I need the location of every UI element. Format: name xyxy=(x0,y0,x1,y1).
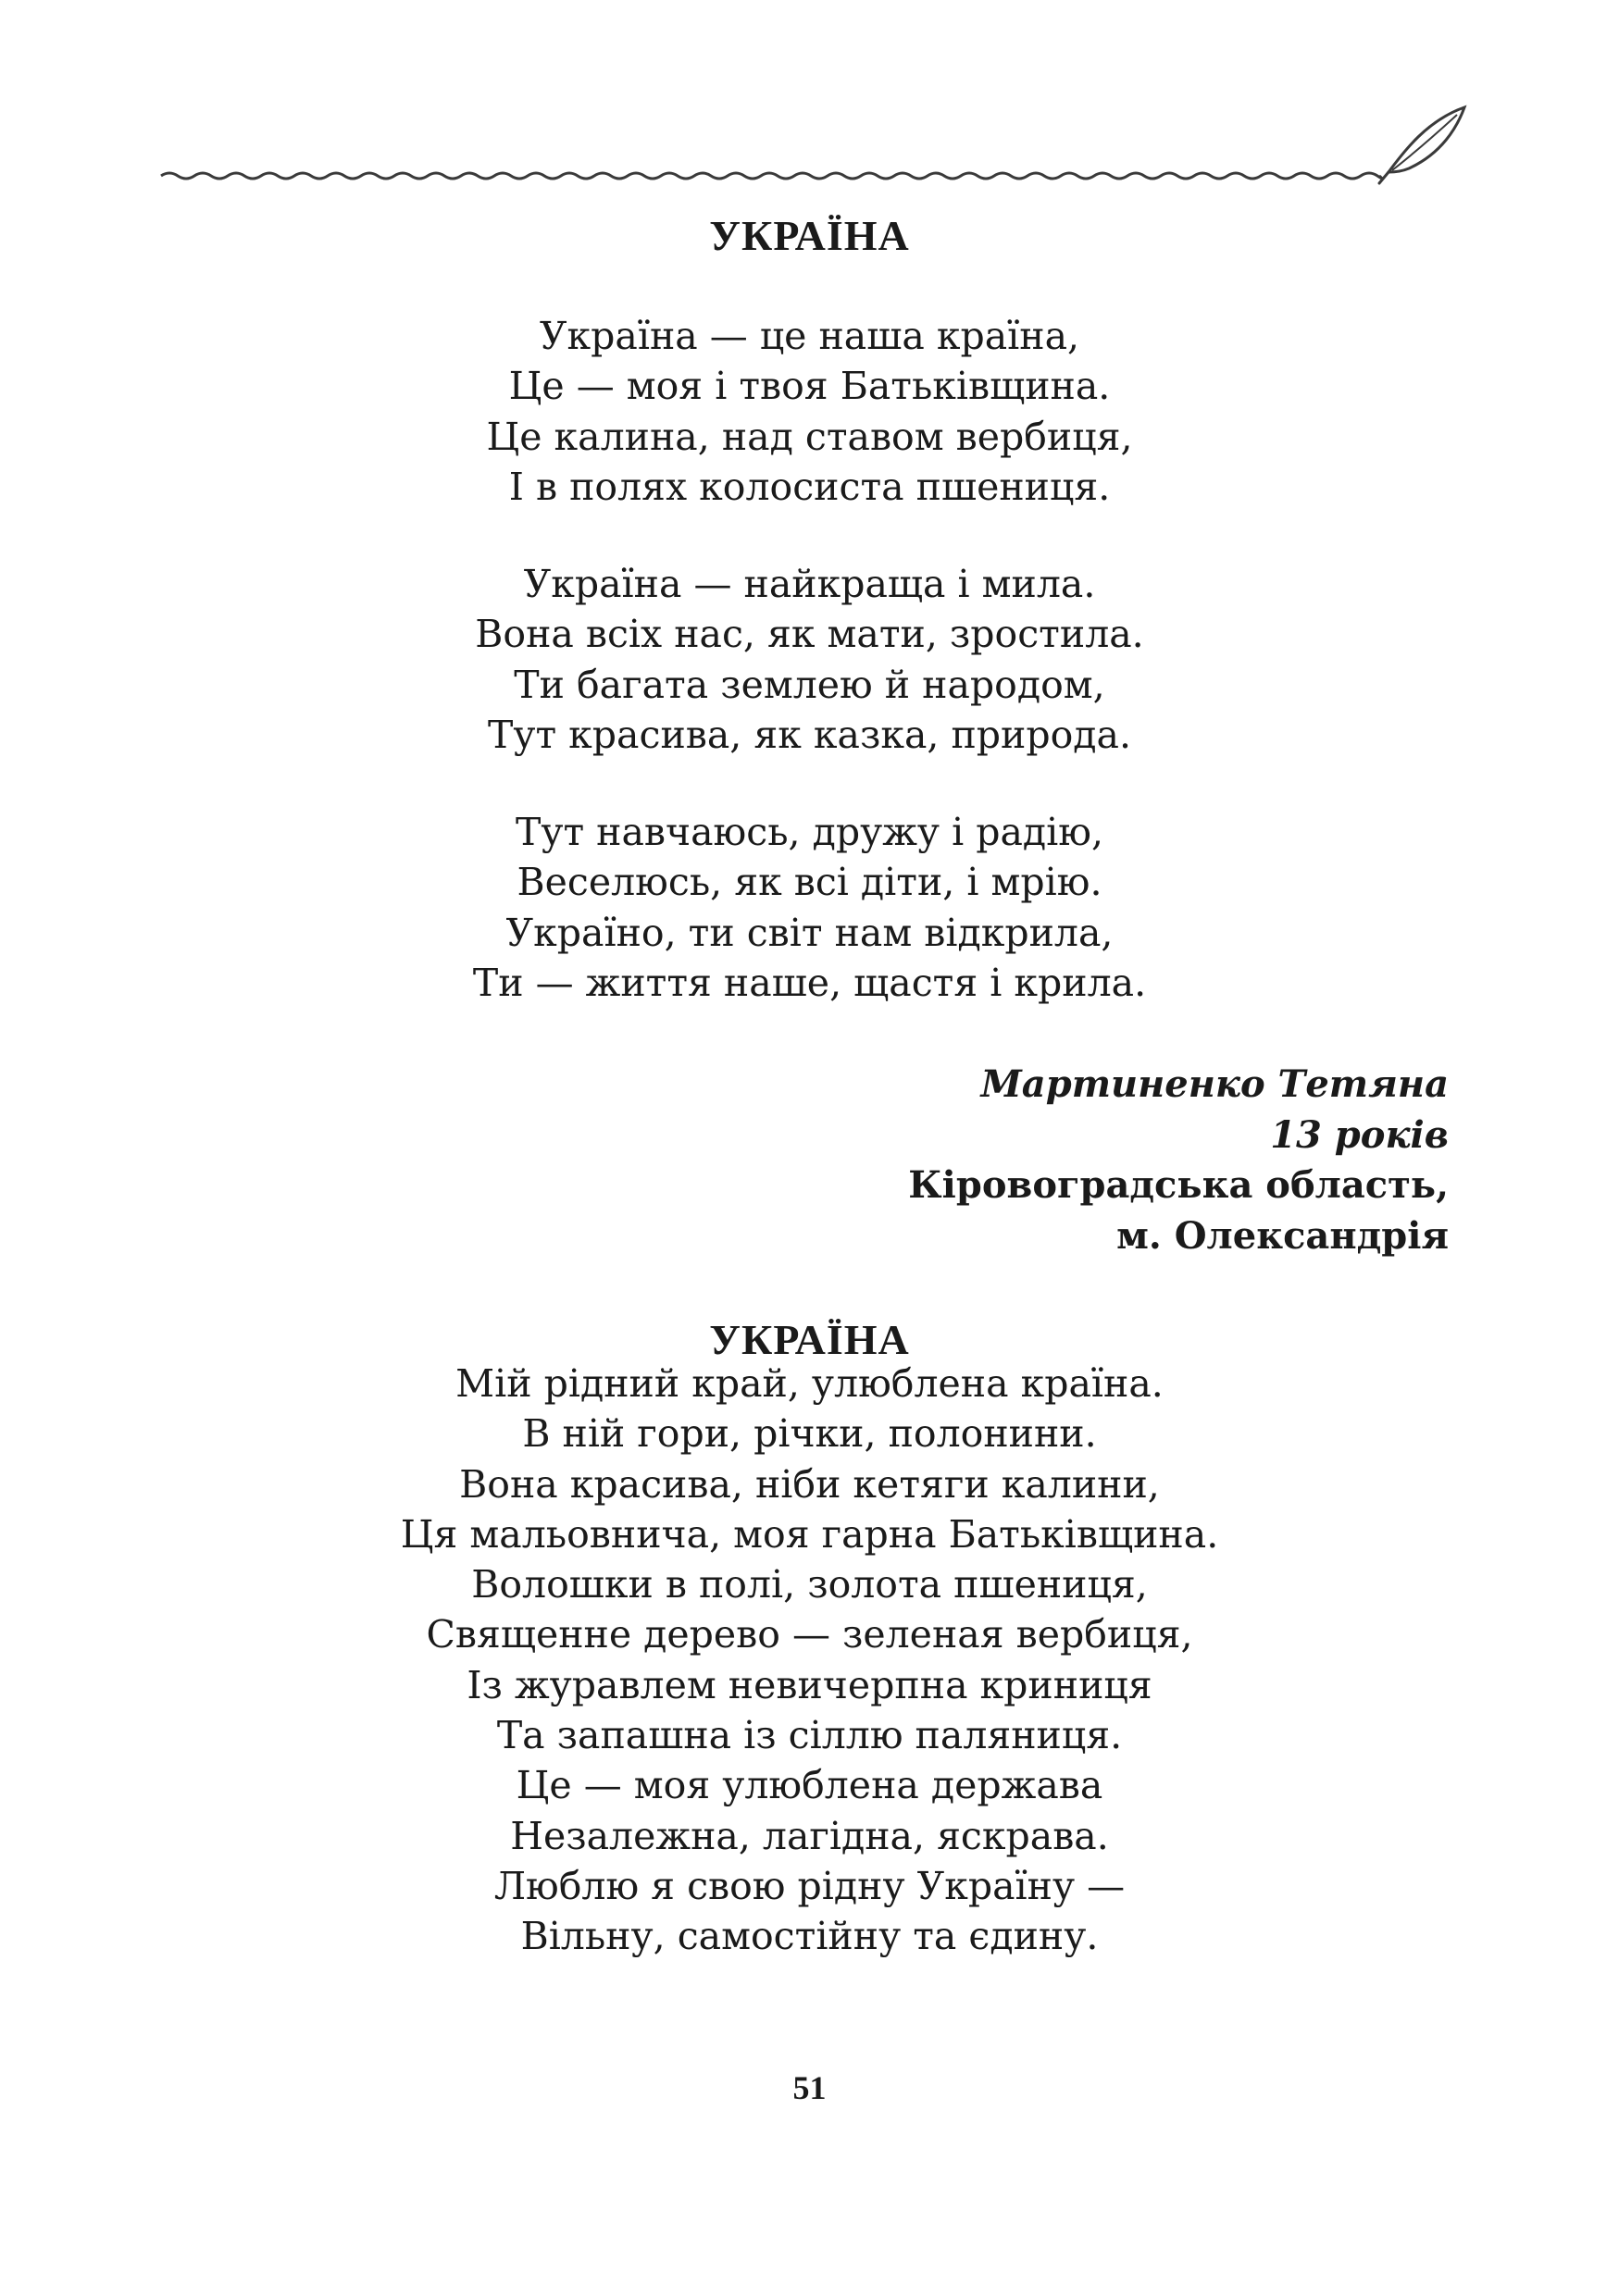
poem-line: Це калина, над ставом вербиця, xyxy=(486,414,1133,459)
poem-line: Україна — це наша країна, xyxy=(539,314,1080,358)
quill-pen-icon xyxy=(1379,107,1464,183)
poem-line: Люблю я свою рідну Україну — xyxy=(493,1863,1126,1908)
poem-line: Це — моя улюблена держава xyxy=(516,1763,1103,1808)
poem-line: Вона всіх нас, як мати, зростила. xyxy=(475,612,1144,657)
poem-line: Та запашна із сіллю паляниця. xyxy=(496,1713,1123,1758)
stanza xyxy=(0,559,1619,760)
author-signature xyxy=(908,1060,1449,1261)
poem-line: Ця мальовнича, моя гарна Батьківщина. xyxy=(400,1511,1219,1557)
wavy-line-icon xyxy=(161,173,1382,179)
poem-line: Це — моя і твоя Батьківщина. xyxy=(508,364,1111,409)
author-name: Мартиненко Тетяна xyxy=(980,1062,1449,1106)
author-region: Кіровоградська область, xyxy=(908,1163,1449,1207)
poem-line: В ній гори, річки, полонини. xyxy=(522,1411,1097,1457)
author-age: 13 років xyxy=(1270,1112,1449,1157)
poem-line: Ти — життя наше, щастя і крила. xyxy=(472,960,1147,1005)
poem-line: Тут красива, як казка, природа. xyxy=(487,712,1132,757)
poem-line: Ти багата землею й народом, xyxy=(514,662,1105,707)
poem-line: Волошки в полі, золота пшениця, xyxy=(471,1562,1148,1607)
stanza xyxy=(0,1359,1619,1962)
poem-line: Україно, ти світ нам відкрила, xyxy=(505,910,1114,955)
poem-title: УКРАЇНА xyxy=(709,212,910,259)
poem-line: І в полях колосиста пшениця. xyxy=(508,464,1111,509)
stanza xyxy=(0,311,1619,512)
page-number: 51 xyxy=(792,2069,827,2106)
poem-line: Незалежна, лагідна, яскрава. xyxy=(510,1813,1109,1858)
poem-line: Із журавлем невичерпна криниця xyxy=(467,1662,1152,1707)
stanza xyxy=(0,807,1619,1008)
poem-line: Священне дерево — зеленая вербиця, xyxy=(426,1612,1193,1657)
poem-line: Тут навчаюсь, дружу і радію, xyxy=(515,810,1104,854)
poem-line: Вільну, самостійну та єдину. xyxy=(520,1914,1099,1959)
author-city: м. Олександрія xyxy=(1116,1213,1449,1258)
poem-title: УКРАЇНА xyxy=(709,1316,910,1363)
header-ornament xyxy=(159,100,1474,192)
poem-line: Україна — найкраща і мила. xyxy=(523,562,1096,606)
poem-line: Веселюсь, як всі діти, і мрію. xyxy=(517,860,1102,905)
poem-line: Вона красива, ніби кетяги калини, xyxy=(459,1461,1160,1507)
poem-line: Мій рідний край, улюблена країна. xyxy=(455,1361,1164,1406)
